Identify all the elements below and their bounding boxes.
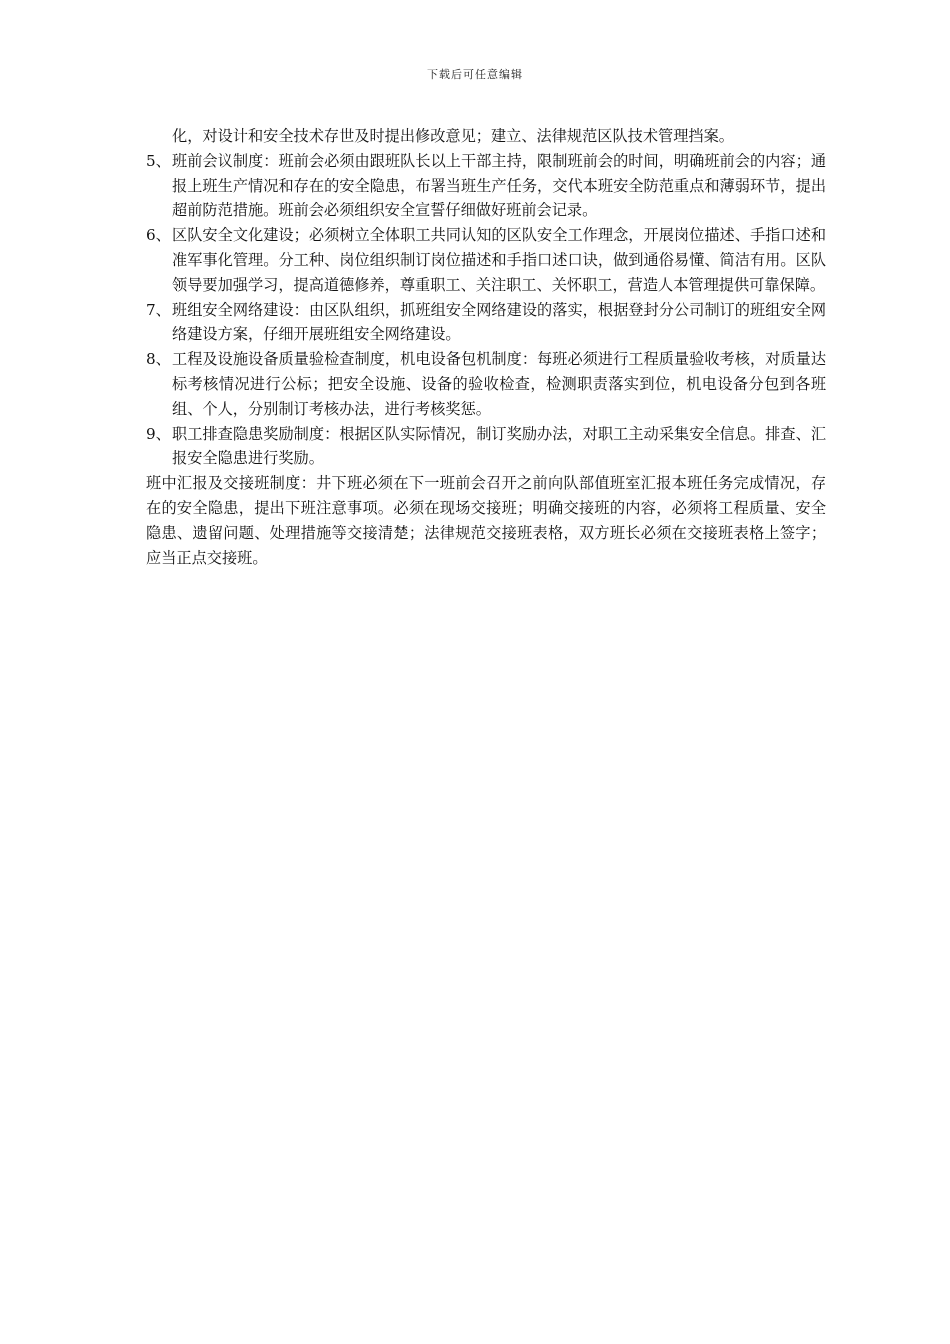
list-text: 区队安全文化建设；必须树立全体职工共同认知的区队安全工作理念，开展岗位描述、手指口述和准军事化管理。分工种、岗位组织制订岗位描述和手指口述口诀，做到通俗易懂、简洁有用。区队领导要加强学习，提高道德修养，尊重职工、关注职工、关怀职工，营造人本管理提供可靠保障。 [172,226,826,294]
list-text: 工程及设施设备质量验检查制度，机电设备包机制度：每班必须进行工程质量验收考核，对质量达标考核情况进行公标；把安全设施、设备的验收检查，检测职责落实到位，机电设备分包到各班组、个人，分别制订考核办法，进行考核奖惩。 [172,350,826,418]
list-item-7 [146,298,826,348]
list-number: 6、 [146,226,171,245]
page-header: 下载后可任意编辑 [427,68,523,81]
list-text: 班前会议制度：班前会必须由跟班队长以上干部主持，限制班前会的时间，明确班前会的内容；通报上班生产情况和存在的安全隐患，布署当班生产任务，交代本班安全防范重点和薄弱环节，提出超前防范措施。班前会必须组织安全宣誓仔细做好班前会记录。 [172,151,826,220]
list-item-8 [146,347,826,421]
list-text: 职工排查隐患奖励制度：根据区队实际情况，制订奖励办法，对职工主动采集安全信息。排查、汇报安全隐患进行奖励。 [172,424,826,468]
list-item-6 [146,223,826,297]
list-item-9 [146,422,826,472]
list-number: 8、 [146,350,171,369]
continuation-paragraph: 化，对设计和安全技术存世及时提出修改意见；建立、法律规范区队技术管理挡案。 [172,127,734,145]
list-number: 5、 [146,151,171,170]
list-item-5 [146,149,826,223]
closing-paragraph: 班中汇报及交接班制度：井下班必须在下一班前会召开之前向队部值班室汇报本班任务完成情况，存在的安全隐患，提出下班注意事项。必须在现场交接班；明确交接班的内容，必须将工程质量、安全隐患、遗留问题、处理措施等交接清楚；法律规范交接班表格，双方班长必须在交接班表格上签字；应当正点交接班。 [146,474,826,567]
list-text: 班组安全网络建设：由区队组织，抓班组安全网络建设的落实，根据登封分公司制订的班组安全网络建设方案，仔细开展班组安全网络建设。 [172,300,826,344]
list-number: 9、 [146,424,171,443]
document-body [146,124,826,570]
list-number: 7、 [146,300,171,319]
